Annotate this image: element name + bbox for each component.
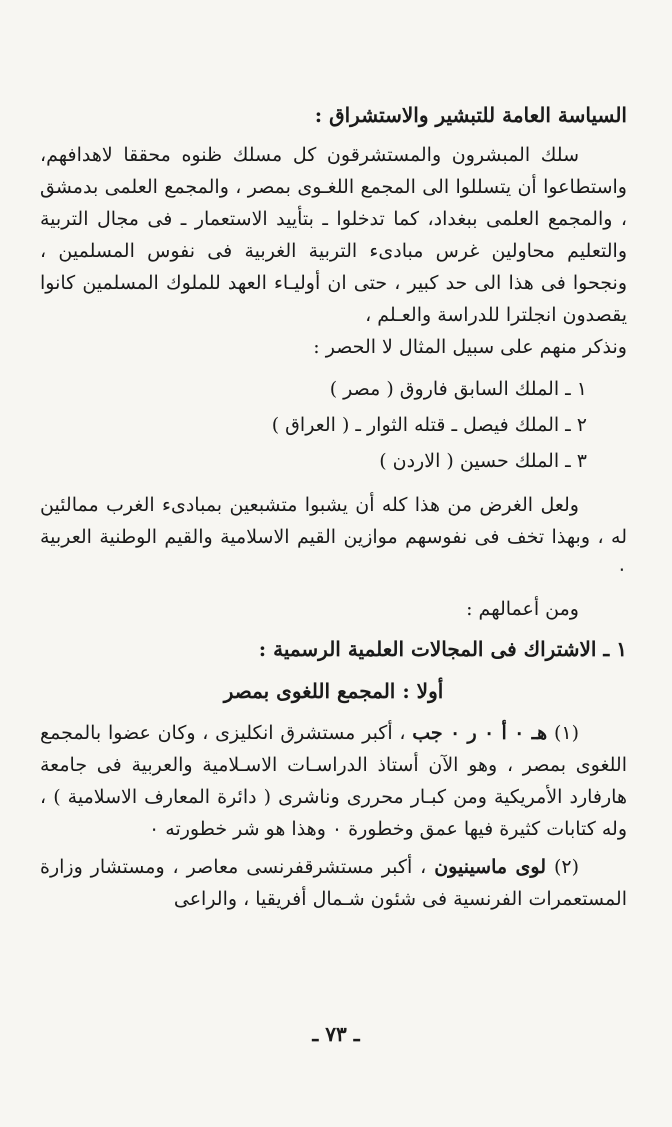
paragraph-missionaries <box>40 139 627 363</box>
section-title: ١ ـ الاشتراك فى المجالات العلمية الرسمية : <box>258 637 627 661</box>
entry-number: (١) <box>553 722 580 744</box>
entry-text: ، أكبر مستشرقفرنسى معاصر ، ومستشار وزارة المستعمرات الفرنسية فى شئون شـمال أفريقيا ، والراعى <box>40 856 627 910</box>
list-item: ٣ ـ الملك حسين ( الاردن ) <box>379 450 587 472</box>
entry-gibb <box>40 717 627 845</box>
paragraph-tail: ونذكر منهم على سبيل المثال لا الحصر : <box>313 336 627 358</box>
entry-text: ، أكبر مستشرق انكليزى ، وكان عضوا بالمجمع اللغوى بمصر ، وهو الآن أستاذ الدراسـات الاسـلامية والعربية فى جامعة هارفارد الأمريكية ومن كبـار محررى وناشرى ( دائرة المعارف الاسلامية ) ، وله كتابات كثيرة فيها عمق وخطورة ٠ وهذا هو شر خطورته ٠ <box>40 722 627 840</box>
paragraph-purpose <box>40 489 627 585</box>
kings-list <box>40 371 627 479</box>
subsection-title: أولا : المجمع اللغوى بمصر <box>223 679 444 703</box>
entry-massignon <box>40 851 627 915</box>
entry-name: لوى ماسينيون <box>434 856 547 878</box>
list-item: ١ ـ الملك السابق فاروق ( مصر ) <box>329 378 587 400</box>
section-heading: السياسة العامة للتبشير والاستشراق : <box>314 103 627 127</box>
entry-number: (٢) <box>553 856 580 878</box>
entry-name: هـ ٠ أ ٠ ر ٠ جب <box>412 722 548 744</box>
paragraph-text: ولعل الغرض من هذا كله أن يشبوا متشبعين بمبادىء الغرب ممالئين له ، وبهذا تخف فى نفوسهم موازين القيم الاسلامية والقيم الوطنية العربية ٠ <box>40 494 627 580</box>
list-item: ٢ ـ الملك فيصل ـ قتله الثوار ـ ( العراق ) <box>271 414 587 436</box>
page-body <box>40 95 627 921</box>
page-number: ـ ٧٣ ـ <box>312 1022 360 1046</box>
paragraph-text: سلك المبشرون والمستشرقون كل مسلك ظنوه محققا لاهدافهم، واستطاعوا أن يتسللوا الى المجمع اللغـوى بمصر ، والمجمع العلمى بدمشق ، والمجمع العلمى ببغداد، كما تدخلوا ـ بتأييد الاستعمار ـ فى مجال التربية والتعليم محاولين غرس مبادىء التربية الغربية فى نفوس المسلمين ، ونجحوا فى هذا الى حد كبير ، حتى ان أوليـاء العهد للملوك المسلمين كانوا يقصدون انجلترا للدراسة والعـلم ، <box>40 144 627 326</box>
works-intro: ومن أعمالهم : <box>466 598 579 620</box>
